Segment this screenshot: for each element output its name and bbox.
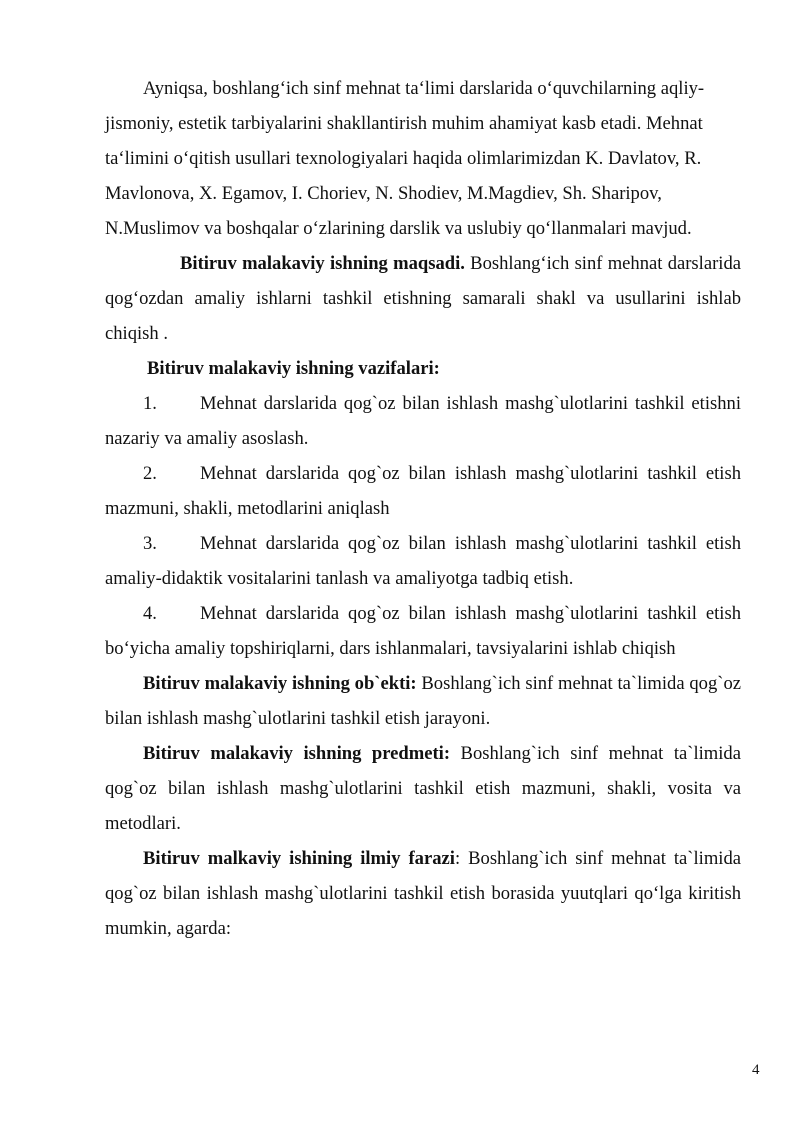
task-text: Mehnat darslarida qog`oz bilan ishlash mashg`ulotlarini tashkil etish bo‘yicha amaliy topshiriqlarni, dars ishlanmalari, tavsiyalarini ishlab chiqish (105, 603, 741, 659)
task-number: 4. (143, 603, 157, 624)
tasks-heading-paragraph (105, 351, 741, 386)
object-text: Boshlang`ich sinf mehnat ta`limida qog`oz bilan ishlash mashg`ulotlarini tashkil etish jarayoni. (105, 673, 742, 729)
hypothesis-heading: Bitiruv malkaviy ishining ilmiy farazi (143, 848, 455, 869)
task-text: Mehnat darslarida qog`oz bilan ishlash mashg`ulotlarini tashkil etishni nazariy va amaliy asoslash. (105, 393, 741, 449)
intro-paragraph: Ayniqsa, boshlang‘ich sinf mehnat ta‘limi darslarida o‘quvchilarning aqliy-jismoniy, estetik tarbiyalarini shakllantirish muhim ahamiyat kasb etadi. Mehnat ta‘limini o‘qitish usullari texnologiyalari haqida olimlarimizdan K. Davlatov, R. Mavlonova, X. Egamov, I. Choriev, N. Shodiev, M.Magdiev, Sh. Sharipov, N.Muslimov va boshqalar o‘zlarining darslik va uslubiy qo‘llanmalari mavjud. (105, 78, 705, 239)
subject-paragraph (105, 736, 741, 841)
task-item-1 (105, 386, 741, 456)
task-number: 1. (143, 393, 157, 414)
task-number: 2. (143, 463, 157, 484)
task-number: 3. (143, 533, 157, 554)
task-item-2 (105, 456, 741, 526)
page-number: 4 (752, 1062, 760, 1078)
task-text: Mehnat darslarida qog`oz bilan ishlash mashg`ulotlarini tashkil etish amaliy-didaktik vositalarini tanlash va amaliyotga tadbiq etish. (105, 533, 741, 589)
goal-paragraph (105, 246, 741, 351)
hypothesis-paragraph (105, 841, 741, 946)
task-item-4 (105, 596, 741, 666)
document-page (105, 71, 741, 946)
goal-text: Boshlang‘ich sinf mehnat darslarida qog‘ozdan amaliy ishlarni tashkil etishning samarali shakl va usullarini ishlab chiqish . (105, 253, 741, 344)
object-heading: Bitiruv malakaviy ishning ob`ekti: (143, 673, 417, 694)
tasks-heading: Bitiruv malakaviy ishning vazifalari: (147, 358, 440, 379)
task-text: Mehnat darslarida qog`oz bilan ishlash mashg`ulotlarini tashkil etish mazmuni, shakli, metodlarini aniqlash (105, 463, 741, 519)
subject-text: Boshlang`ich sinf mehnat ta`limida qog`oz bilan ishlash mashg`ulotlarini tashkil etish mazmuni, shakli, vosita va metodlari. (105, 743, 741, 834)
object-paragraph (105, 666, 741, 736)
hypothesis-text: : Boshlang`ich sinf mehnat ta`limida qog`oz bilan ishlash mashg`ulotlarini tashkil etish borasida yuutqlari qo‘lga kiritish mumkin, agarda: (105, 848, 741, 939)
subject-heading: Bitiruv malakaviy ishning predmeti: (143, 743, 451, 764)
task-item-3 (105, 526, 741, 596)
goal-heading: Bitiruv malakaviy ishning maqsadi. (180, 253, 465, 274)
